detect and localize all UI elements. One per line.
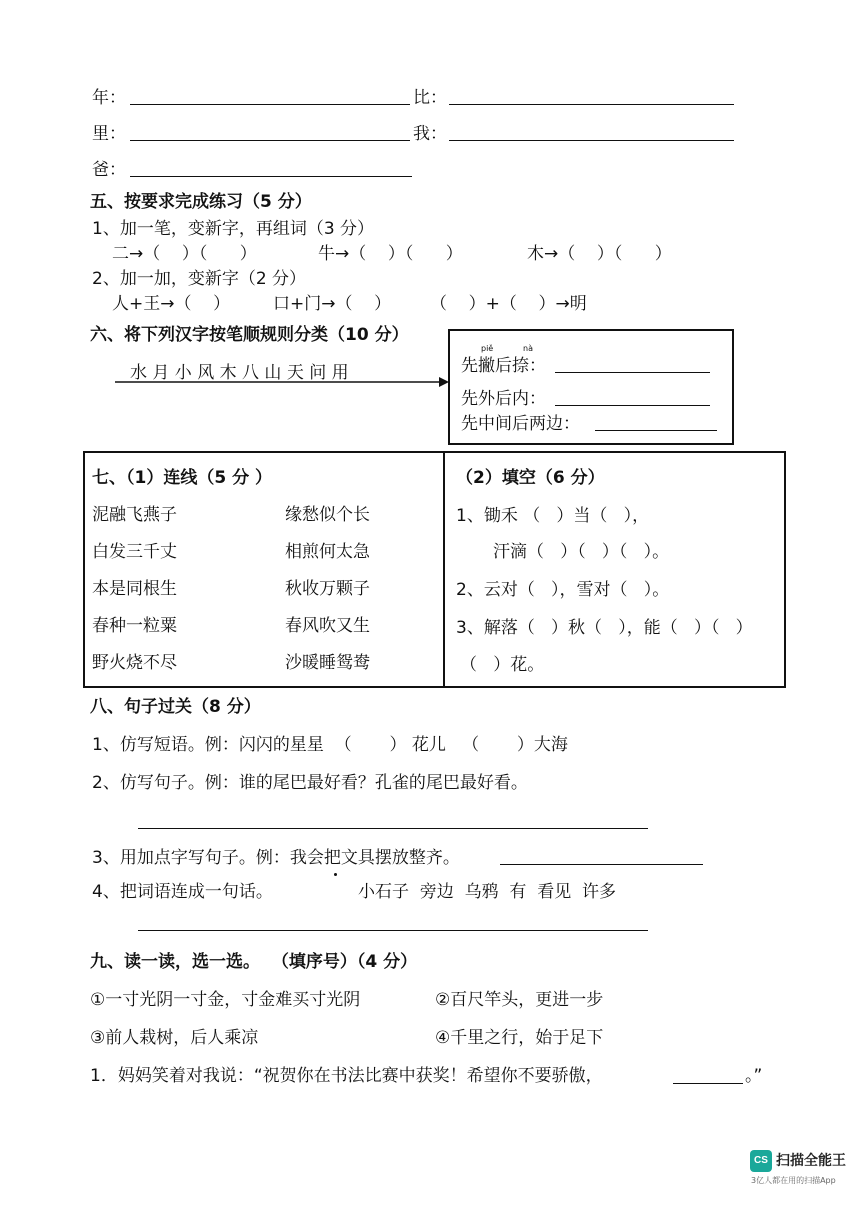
option-3: ③前人栽树，后人乘凉	[90, 1028, 259, 1048]
blank-line	[130, 104, 410, 105]
section6-title: 六、将下列汉字按笔顺规则分类（10 分）	[90, 325, 409, 345]
blank-line	[130, 140, 410, 141]
blank-line	[555, 405, 710, 406]
blank-line	[130, 176, 412, 177]
s5-q1c: 木→（ ）（ ）	[527, 244, 672, 264]
s9-q1-end: 。”	[745, 1066, 763, 1086]
s8-q4-words: 小石子 旁边 乌鸦 有 看见 许多	[358, 882, 617, 902]
option-4: ④千里之行，始于足下	[435, 1028, 604, 1048]
poem-right: 沙暖睡鸳鸯	[285, 653, 370, 673]
fill-q3b: （ ）花。	[460, 655, 545, 675]
rule-middle-sides: 先中间后两边：	[461, 414, 580, 434]
answer-line	[138, 930, 648, 931]
s5-q1a: 二→（ ）（ ）	[112, 244, 257, 264]
s5-q2: 2、加一加，变新字（2 分）	[92, 269, 307, 289]
s8-q4: 4、把词语连成一句话。	[92, 882, 273, 902]
blank-line	[555, 372, 710, 373]
section8-title: 八、句子过关（8 分）	[90, 697, 261, 717]
section7-title: 七、（1）连线（5 分 ）	[92, 468, 272, 488]
label-li: 里：	[92, 124, 126, 144]
blank-line	[595, 430, 717, 431]
answer-line	[673, 1083, 743, 1084]
s6-chars: 水 月 小 风 木 八 山 天 问 用	[130, 363, 349, 383]
watermark-subtitle: 3亿人都在用的扫描App	[751, 1176, 836, 1185]
s5-q1b: 牛→（ ）（ ）	[318, 244, 463, 264]
answer-line	[138, 828, 648, 829]
fill-q1b: 汗滴（ ）（ ）（ ）。	[493, 542, 670, 562]
s8-q2: 2、仿写句子。例：谁的尾巴最好看？孔雀的尾巴最好看。	[92, 773, 528, 793]
pinyin-pie: piě	[481, 344, 494, 353]
fill-q3: 3、解落（ ）秋（ ），能（ ）（ ）	[456, 618, 753, 638]
rule-pie-na: 先撇后捺：	[461, 356, 546, 376]
poem-left: 春种一粒粟	[92, 616, 177, 636]
poem-right: 秋收万颗子	[285, 579, 370, 599]
option-1: ①一寸光阴一寸金，寸金难买寸光阴	[90, 990, 361, 1010]
poem-left: 泥融飞燕子	[92, 505, 177, 525]
poem-right: 春风吹又生	[285, 616, 370, 636]
poem-left: 白发三千丈	[92, 542, 177, 562]
s5-q2c: （ ）+（ ）→明	[430, 294, 587, 314]
poem-right: 缘愁似个长	[285, 505, 370, 525]
s5-q1: 1、加一笔，变新字，再组词（3 分）	[92, 219, 375, 239]
label-bi: 比：	[413, 88, 447, 108]
poem-left: 野火烧不尽	[92, 653, 177, 673]
option-2: ②百尺竿头，更进一步	[435, 990, 604, 1010]
label-nian: 年：	[92, 88, 126, 108]
rule-outside-inside: 先外后内：	[461, 389, 546, 409]
fill-title: （2）填空（6 分）	[456, 468, 605, 488]
s5-q2b: 口+门→（ ）	[273, 294, 392, 314]
s9-q1: 1．妈妈笑着对我说：“祝贺你在书法比赛中获奖！希望你不要骄傲，	[90, 1066, 603, 1086]
blank-line	[449, 140, 734, 141]
watermark-name: 扫描全能王	[776, 1153, 846, 1169]
s8-q3: 3、用加点字写句子。例：我会把文具摆放整齐。	[92, 848, 460, 868]
poem-left: 本是同根生	[92, 579, 177, 599]
fill-q1: 1、锄禾 （ ）当（ ），	[456, 506, 650, 526]
section5-title: 五、按要求完成练习（5 分）	[90, 192, 312, 212]
label-wo: 我：	[413, 124, 447, 144]
blank-line	[449, 104, 734, 105]
s5-q2a: 人+王→（ ）	[112, 294, 231, 314]
answer-line	[500, 864, 703, 865]
emphasis-dot	[334, 873, 337, 876]
pinyin-na: nà	[523, 344, 533, 353]
arrow-icon	[115, 376, 450, 388]
poem-right: 相煎何太急	[285, 542, 370, 562]
camscanner-logo-icon: CS	[750, 1150, 772, 1172]
s8-q1: 1、仿写短语。例：闪闪的星星 （ ） 花儿 （ ）大海	[92, 735, 568, 755]
fill-q2: 2、云对（ ），雪对（ ）。	[456, 580, 670, 600]
label-ba: 爸：	[92, 160, 126, 180]
section9-title: 九、读一读，选一选。 （填序号）（4 分）	[90, 952, 418, 972]
